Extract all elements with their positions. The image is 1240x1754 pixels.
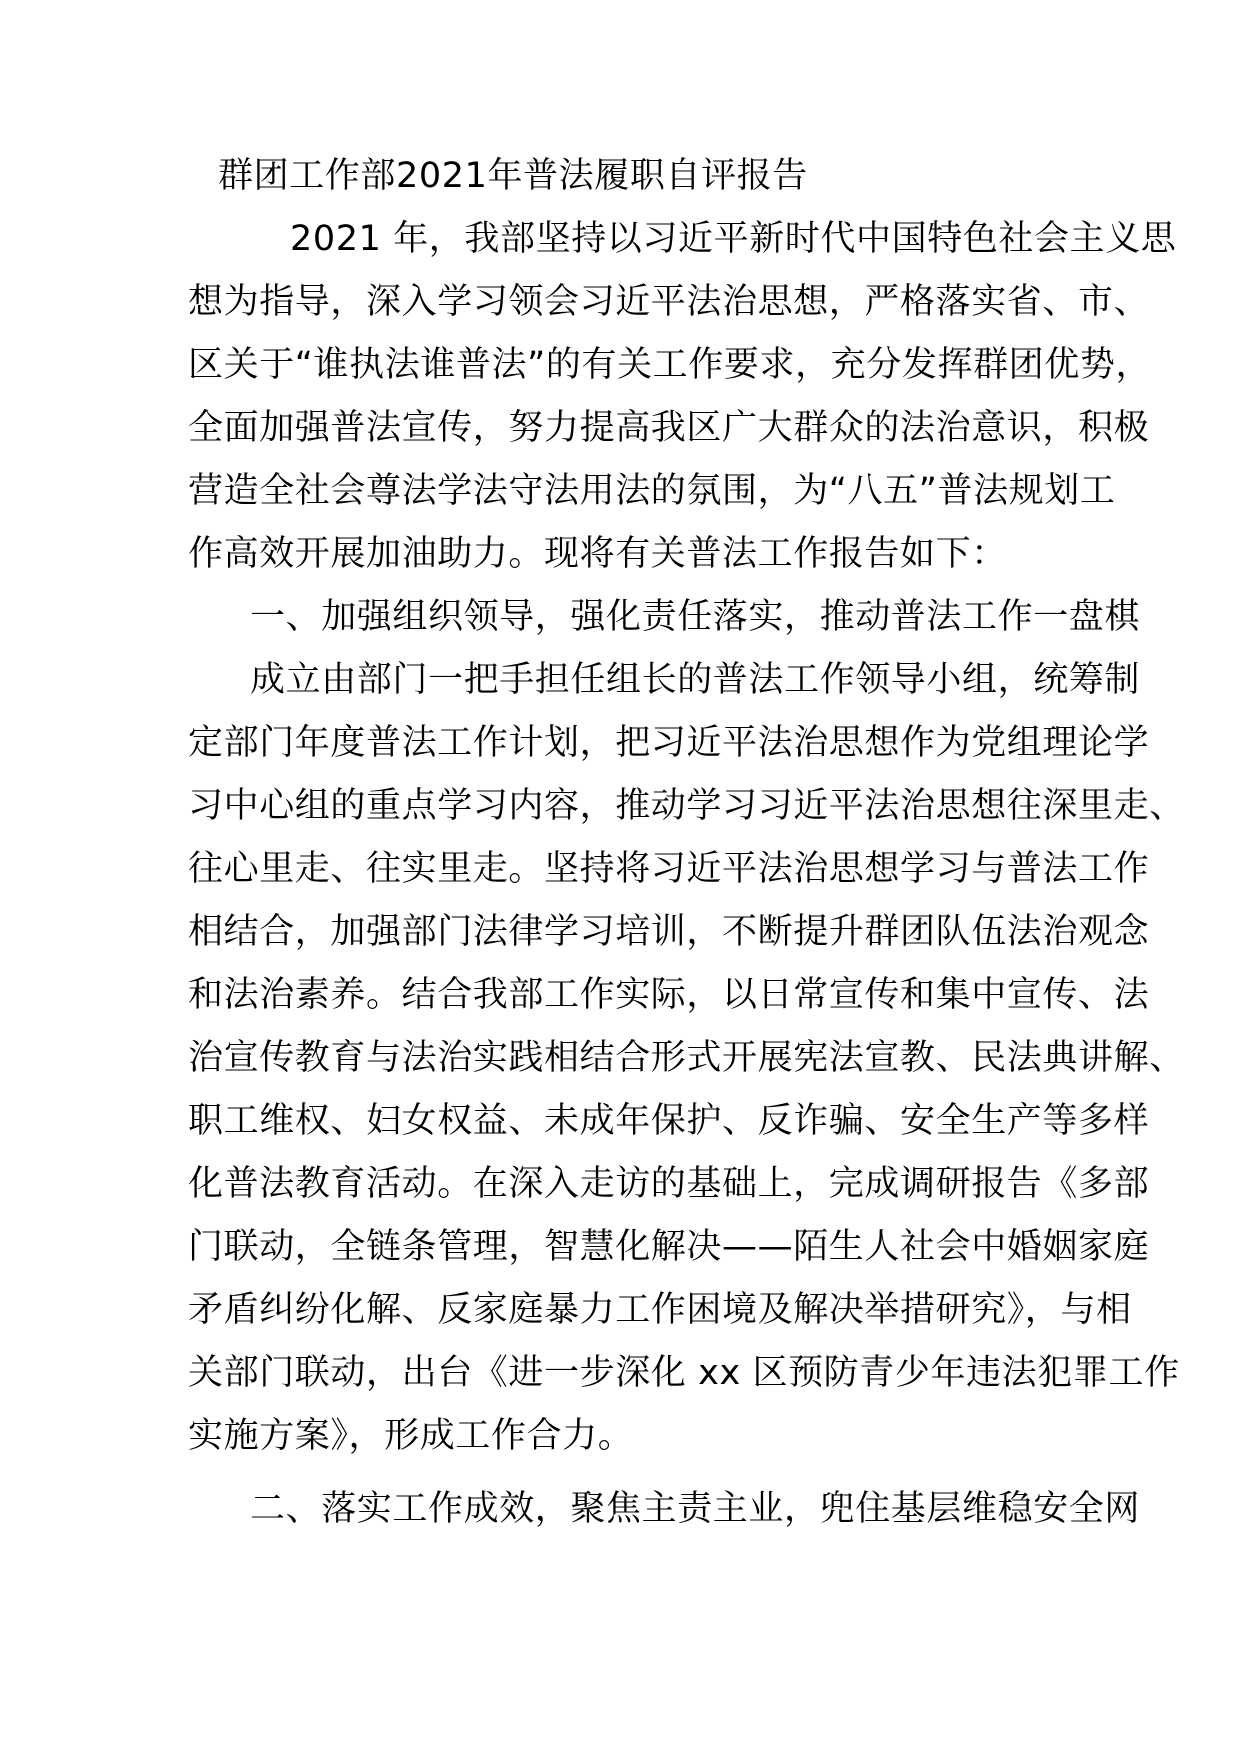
paragraph-line: 治宣传教育与法治实践相结合形式开展宪法宣教、民法典讲解、	[188, 1038, 1185, 1078]
section-heading: 一、加强组织领导，强化责任落实，推动普法工作一盘棋	[250, 597, 1141, 637]
paragraph-line: 往心里走、往实里走。坚持将习近平法治思想学习与普法工作	[188, 849, 1150, 889]
paragraph-line: 关部门联动，出台《进一步深化 xx 区预防青少年违法犯罪工作	[188, 1353, 1180, 1393]
paragraph-line: 定部门年度普法工作计划，把习近平法治思想作为党组理论学	[188, 723, 1150, 763]
paragraph-line: 化普法教育活动。在深入走访的基础上，完成调研报告《多部	[188, 1164, 1150, 1204]
paragraph-line: 成立由部门一把手担任组长的普法工作领导小组，统筹制	[250, 660, 1141, 700]
paragraph-line: 实施方案》，形成工作合力。	[188, 1416, 634, 1456]
paragraph-line: 相结合，加强部门法律学习培训，不断提升群团队伍法治观念	[188, 912, 1150, 952]
paragraph-line: 区关于“谁执法谁普法”的有关工作要求，充分发挥群团优势，	[188, 345, 1152, 385]
paragraph-line: 门联动，全链条管理，智慧化解决——陌生人社会中婚姻家庭	[188, 1227, 1150, 1267]
paragraph-line: 想为指导，深入学习领会习近平法治思想，严格落实省、市、	[188, 282, 1150, 322]
section-heading: 二、落实工作成效，聚焦主责主业，兜住基层维稳安全网	[250, 1489, 1141, 1529]
document-title: 群团工作部2021年普法履职自评报告	[218, 156, 808, 196]
paragraph-line: 职工维权、妇女权益、未成年保护、反诈骗、安全生产等多样	[188, 1101, 1150, 1141]
paragraph-line: 和法治素养。结合我部工作实际，以日常宣传和集中宣传、法	[188, 975, 1150, 1015]
paragraph-line: 营造全社会尊法学法守法用法的氛围，为“八五”普法规划工	[188, 471, 1116, 511]
paragraph-line: 2021 年，我部坚持以习近平新时代中国特色社会主义思	[290, 219, 1177, 259]
paragraph-line: 全面加强普法宣传，努力提高我区广大群众的法治意识，积极	[188, 408, 1150, 448]
paragraph-line: 作高效开展加油助力。现将有关普法工作报告如下：	[188, 534, 1007, 574]
paragraph-line: 矛盾纠纷化解、反家庭暴力工作困境及解决举措研究》，与相	[188, 1290, 1132, 1330]
paragraph-line: 习中心组的重点学习内容，推动学习习近平法治思想往深里走、	[188, 786, 1185, 826]
